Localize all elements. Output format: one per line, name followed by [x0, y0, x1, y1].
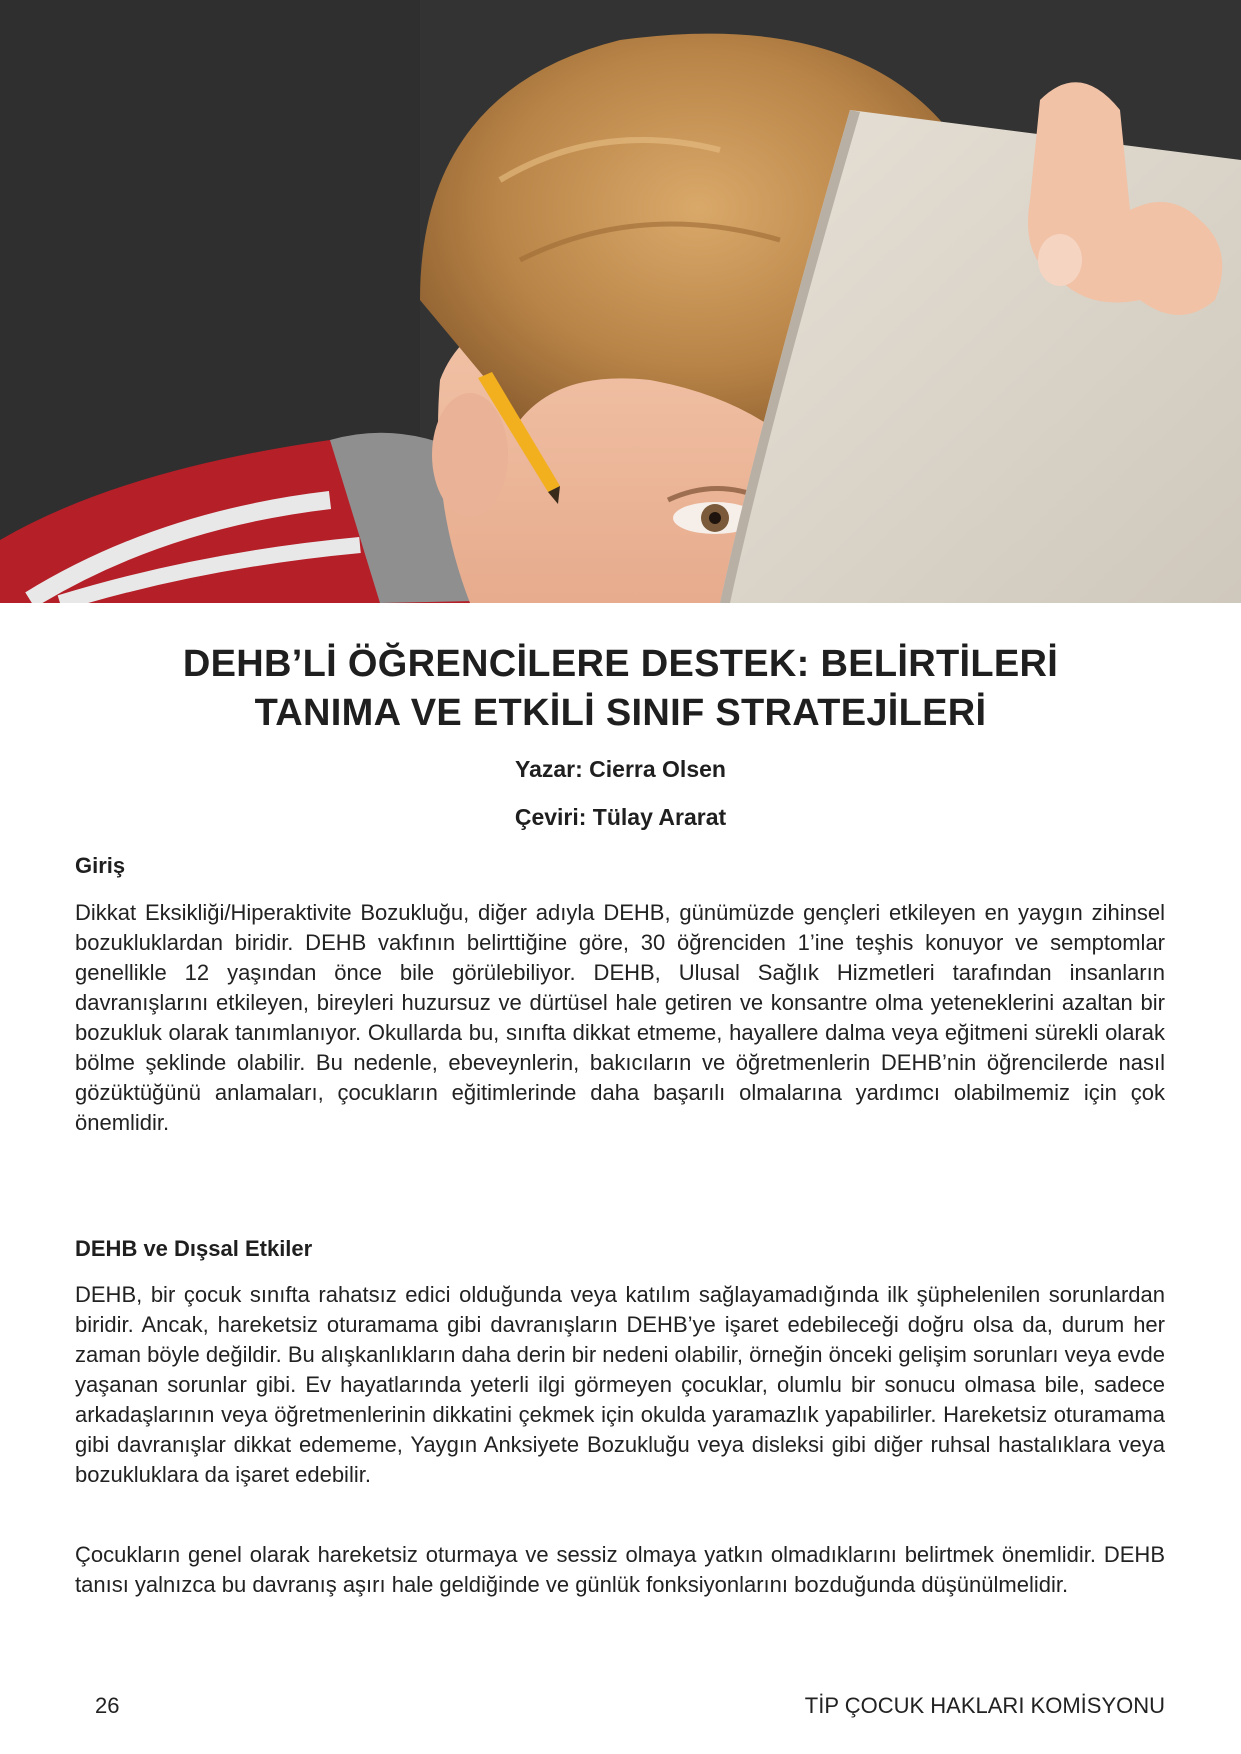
article-title-line1: DEHB’Lİ ÖĞRENCİLERE DESTEK: BELİRTİLERİ [182, 643, 1059, 685]
child-with-book-illustration [0, 0, 1241, 603]
external-effects-paragraph-2: Çocukların genel olarak hareketsiz oturmaya ve sessiz olmaya yatkın olmadıklarını belirtmek önemlidir. DEHB tanısı yalnızca bu davranış aşırı hale geldiğinde ve günlük fonksiyonlarını bozduğunda düşünülmelidir. [75, 1542, 1165, 1597]
intro-paragraph: Dikkat Eksikliği/Hiperaktivite Bozukluğu, diğer adıyla DEHB, günümüzde gençleri etkileyen en yaygın zihinsel bozukluklardan biridir. DEHB vakfının belirttiğine göre, 30 öğrenciden 1’ine teşhis konuyor ve semptomlar genellikle 12 yaşından önce bile görülebiliyor. DEHB, Ulusal Sağlık Hizmetleri tarafından insanların davranışlarını etkileyen, bireyleri huzursuz ve dürtüsel hale getiren ve konsantre olma yeteneklerini azaltan bir bozukluk olarak tanımlanıyor. Okullarda bu, sınıfta dikkat etmeme, hayallere dalma veya eğitmeni sürekli olarak bölme şeklinde olabilir. Bu nedenle, ebeveynlerin, bakıcıların ve öğretmenlerin DEHB’nin öğrencilerde nasıl gözüktüğünü anlamaları, çocukların eğitimlerinde daha başarılı olmalarına yardımcı olabilmemiz için çok önemlidir. [75, 900, 1165, 1135]
article-title-line2: TANIMA VE ETKİLİ SINIF STRATEJİLERİ [254, 692, 987, 734]
hero-photo [0, 0, 1241, 603]
section-heading-intro: Giriş [75, 853, 126, 878]
author-credit: Yazar: Cierra Olsen [515, 756, 726, 782]
translator-credit: Çeviri: Tülay Ararat [514, 804, 727, 830]
external-effects-paragraph-1: DEHB, bir çocuk sınıfta rahatsız edici olduğunda veya katılım sağlayamadığında ilk şüphelenilen sorunlardan biridir. Ancak, hareketsiz oturamama gibi davranışların DEHB’ye işaret edebileceği doğru olsa da, durum her zaman böyle değildir. Bu alışkanlıkların daha derin bir nedeni olabilir, örneğin önceki gelişim sorunları veya evde yaşanan sorunlar gibi. Ev hayatlarında yeterli ilgi görmeyen çocuklar, olumlu bir sonucu olmasa bile, sadece arkadaşlarının veya öğretmenlerinin dikkatini çekmek için okulda yaramazlık yapabilirler. Hareketsiz oturamama gibi davranışlar dikkat edememe, Yaygın Anksiyete Bozukluğu veya disleksi gibi diğer ruhsal hastalıklara veya bozukluklara da işaret edebilir. [75, 1282, 1165, 1487]
publisher-footer: TİP ÇOCUK HAKLARI KOMİSYONU [804, 1693, 1165, 1718]
page-number: 26 [95, 1693, 120, 1718]
section-heading-external-effects: DEHB ve Dışsal Etkiler [75, 1236, 313, 1261]
